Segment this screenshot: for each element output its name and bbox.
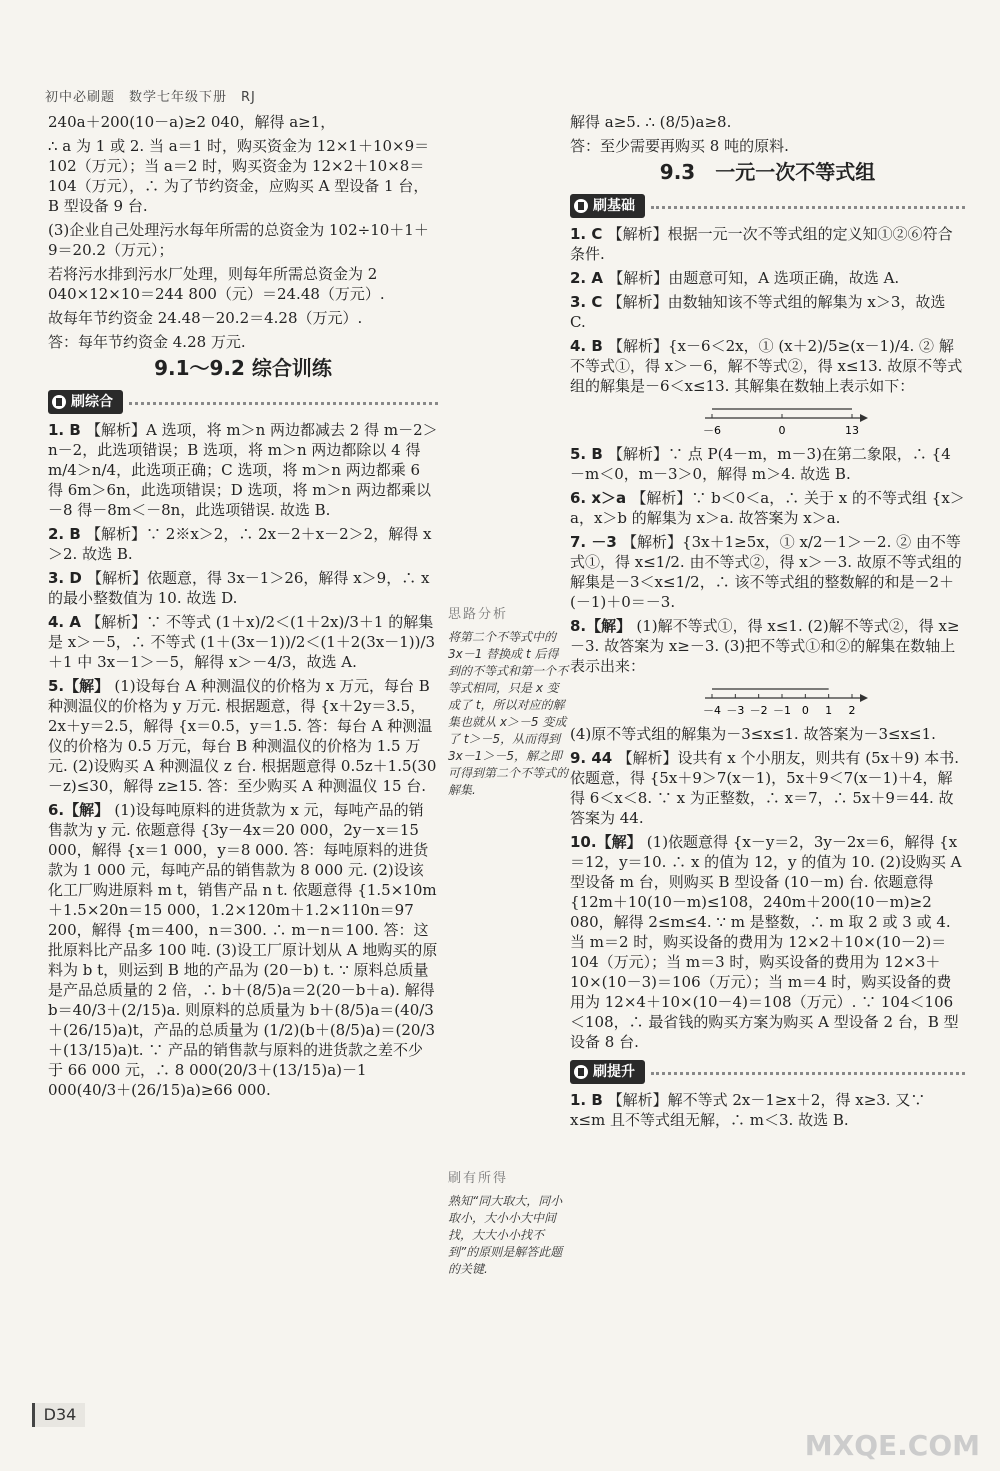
dotted-divider [651,1072,965,1075]
question-text: 【解析】∵ 2※x＞2，∴ 2x－2＋x－2＞2，解得 x＞2. 故选 B. [48,525,432,563]
tick-label: －6 [703,424,721,437]
question-number: 7. －3 [570,533,623,551]
question-number: 1. C [570,225,608,243]
question-item [570,336,965,396]
question-text: (1)设每台 A 种测温仪的价格为 x 万元，每台 B 种测温仪的价格为 y 万元. 根据题意，得 {x＋2y＝3.5，2x＋y＝2.5，解得 {x＝0.5，y＝1.5. 答：每台 A 种测温仪的价格为 0.5 万元，每台 B 种测温仪的价格为 1.5 万元. (2)设购买 A 种测温仪 z 台. 根据题意得 0.5z＋1.5(30－z)≤30，解得 z≥15. 答：至少购买 A 种测温仪 15 台. [48,677,437,795]
question-item [570,724,965,744]
question-number: 6.【解】 [48,801,115,819]
left-column [48,112,438,1104]
pencil-icon [574,199,588,213]
question-text: (1)设每吨原料的进货款为 x 元，每吨产品的销售款为 y 元. 依题意得 {3y－4x＝20 000，2y－x＝15 000，解得 {x＝1 000，y＝8 000. 答：每吨原料的进货款为 1 000 元，每吨产品的销售款为 8 000 元. (2)设该化工厂购进原料 m t，销售产品 n t. 依题意得 {1.5×10m＋1.5×20n＝15 000，1.2×120m＋1.2×110n＝97 200，解得 {m＝400，n＝300. ∴ m－n＝100. 答：这批原料比产品多 100 吨. (3)设工厂原计划从 A 地购买的原料为 b t，则运到 B 地的产品为 (20－b) t. ∵ 原料总质量是产品总质量的 2 倍，∴ b＋(8/5)a＝2(20－b＋a). 解得 b＝40/3＋(2/15)a. 则原料的总质量为 b＋(8/5)a＝(40/3＋(26/15)a)t，产品的总质量为 (1/2)(b＋(8/5)a)＝(20/3＋(13/15)a)t. ∵ 产品的销售款与原料的进货款之差不少于 66 000 元，∴ 8 000(20/3＋(13/15)a)－1 000(40/3＋(26/15)a)≥66 000. [48,801,438,1099]
tick-label: －1 [773,704,791,717]
section-title-9-3: 9.3 一元一次不等式组 [659,160,876,184]
dotted-divider [651,206,965,209]
question-number: 3. C [570,293,608,311]
running-header: 初中必刷题 数学七年级下册 RJ [45,90,256,105]
badge-label: 刷基础 [593,198,635,214]
badge-comprehensive [48,390,123,414]
right-top-text [570,112,965,156]
tick-label: 0 [801,704,809,717]
question-item [570,532,965,612]
text-line: 若将污水排到污水厂处理，则每年所需总资金为 2 040×12×10＝244 800（元）＝24.48（万元）. [48,265,385,303]
question-item [570,292,965,332]
text-line: 答：至少需要再购买 8 吨的原料. [570,137,789,155]
question-number: 6. x＞a [570,489,632,507]
axis-arrow-icon [860,414,868,422]
note-title-analysis: 思路分析 [448,607,509,622]
note-title-takeaway: 刷有所得 [448,1171,509,1186]
question-number: 4. B [570,337,609,355]
right-items [570,224,965,1052]
dotted-divider [129,402,438,405]
badge-label: 刷综合 [71,394,113,410]
numberline-q8 [700,680,870,720]
question-text: 【解析】∵ 点 P(4－m，m－3)在第二象限，∴ {4－m＜0，m－3＞0，解得 m＞4. 故选 B. [570,445,951,483]
question-text: 【解析】由数轴知该不等式组的解集为 x＞3，故选 C. [570,293,946,331]
left-items [48,420,438,1100]
note-analysis: 将第二个不等式中的 3x－1 替换成 t 后得到的不等式和第一个不等式相同，只是 x 变成了 t，所以对应的解集也就从 x＞－5 变成了 t＞－5，从而得到 3x－1＞－5，解之即可得到第二个不等式的解集. [448,630,569,797]
question-text: 【解析】∵ 不等式 (1＋x)/2＜(1＋2x)/3＋1 的解集是 x＞－5，∴ 不等式 (1＋(3x－1))/2＜(1＋2(3x－1))/3＋1 中 3x－1＞－5，解得 x＞－4/3，故选 A. [48,613,436,671]
question-text: 【解析】由题意可知，A 选项正确，故选 A. [608,269,900,287]
question-text: 【解析】∵ b＜0＜a，∴ 关于 x 的不等式组 {x＞a，x＞b 的解集为 x＞a. 故答案为 x＞a. [570,489,965,527]
question-item [48,524,438,564]
question-text: 【解析】依题意，得 3x－1＞26，解得 x＞9，∴ x 的最小整数值为 10. 故选 D. [48,569,430,607]
badge-row-comprehensive [48,386,438,420]
question-text: 【解析】根据一元一次不等式组的定义知①②⑥符合条件. [570,225,953,263]
page-number: D34 [32,1403,85,1427]
question-number: 2. A [570,269,609,287]
question-item [570,268,965,288]
question-item [570,224,965,264]
text-line: (3)企业自己处理污水每年所需的总资金为 102÷10＋1＋9＝20.2（万元）； [48,221,429,259]
question-item [570,748,965,828]
badge-label: 刷提升 [593,1064,635,1080]
question-number: 3. D [48,569,88,587]
question-number: 9. 44 [570,749,618,767]
numberline-q4 [700,400,870,440]
question-item [570,616,965,676]
item-advanced-1: 1. B 【解析】解不等式 2x－1≥x＋2，得 x≥3. 又∵ x≤m 且不等式组无解，∴ m＜3. 故选 B. [570,1091,926,1129]
question-item [48,420,438,520]
question-item [48,800,438,1100]
question-item [48,612,438,672]
tick-label: －2 [749,704,768,717]
question-item [570,832,965,1052]
badge-basic [570,194,645,218]
question-number: 5.【解】 [48,677,115,695]
pencil-icon [574,1065,588,1079]
question-text: (4)原不等式组的解集为－3≤x≤1. 故答案为－3≤x≤1. [570,725,936,743]
question-text: (1)解不等式①，得 x≤1. (2)解不等式②，得 x≥－3. 故答案为 x≥－3. (3)把不等式①和②的解集在数轴上表示出来： [570,617,960,675]
question-item [48,568,438,608]
question-number: 5. B [570,445,609,463]
question-number: 10.【解】 [570,833,647,851]
question-item [570,488,965,528]
note-takeaway: 熟知“同大取大，同小取小，大小小大中间找，大大小小找不到”的原则是解答此题的关键. [448,1194,563,1276]
question-text: 【解析】设共有 x 个小朋友，则共有 (5x＋9) 本书. 依题意，得 {5x＋9＞7(x－1)，5x＋9＜7(x－1)＋4，解得 6＜x＜8. ∵ x 为正整数，∴ x＝7，∴ 5x＋9＝44. 故答案为 44. [570,749,960,827]
axis-arrow-icon [860,694,868,702]
text-line: 答：每年节约资金 4.28 万元. [48,333,246,351]
badge-advanced [570,1060,645,1084]
side-notes [448,605,568,1278]
question-text: (1)依题意得 {x－y＝2，3y－2x＝6，解得 {x＝12，y＝10. ∴ x 的值为 12，y 的值为 10. (2)设购买 A 型设备 m 台，则购买 B 型设备 (10－m) 台. 依题意得 {12m＋10(10－m)≤108，240m＋200(10－m)≥2 080，解得 2≤m≤4. ∵ m 是整数，∴ m 取 2 或 3 或 4. 当 m＝2 时，购买设备的费用为 12×2＋10×(10－2)＝104（万元）；当 m＝3 时，购买设备的费用为 12×3＋10×(10－3)＝106（万元）；当 m＝4 时，购买设备的费用为 12×4＋10×(10－4)＝108（万元）. ∵ 104＜106＜108，∴ 最省钱的购买方案为购买 A 型设备 2 台，B 型设备 8 台. [570,833,962,1051]
badge-row-advanced [570,1056,965,1090]
text-line: 240a＋200(10－a)≥2 040，解得 a≥1， [48,113,336,131]
tick-label: 0 [778,424,786,437]
tick-label: －4 [703,704,721,717]
section-title-9-1: 9.1～9.2 综合训练 [154,356,332,380]
tick-label: 2 [848,704,856,717]
question-item [48,676,438,796]
text-line: 解得 a≥5. ∴ (8/5)a≥8. [570,113,732,131]
question-number: 2. B [48,525,87,543]
left-top-text [48,112,438,352]
question-number: 8.【解】 [570,617,637,635]
right-column [570,112,965,1134]
question-text: 【解析】A 选项，将 m＞n 两边都减去 2 得 m－2＞n－2，此选项错误；B 选项，将 m＞n 两边都除以 4 得 m/4＞n/4，此选项正确；C 选项，将 m＞n 两边都乘 6 得 6m＞6n，此选项错误；D 选项，将 m＞n 两边都乘以－8 得－8m＜－8n，此选项错误. 故选 B. [48,421,438,519]
question-number: 1. B [48,421,87,439]
question-text: 【解析】{x－6＜2x，① (x＋2)/5≥(x－1)/4. ② 解不等式①，得 x＞－6，解不等式②，得 x≤13. 故原不等式组的解集是－6＜x≤13. 其解集在数轴上表示如下： [570,337,963,395]
watermark: MXQE.COM [804,1429,980,1462]
badge-row-basic [570,190,965,224]
question-item [570,444,965,484]
question-number: 4. A [48,613,87,631]
text-line: 故每年节约资金 24.48－20.2＝4.28（万元）. [48,309,363,327]
text-line: ∴ a 为 1 或 2. 当 a＝1 时，购买资金为 12×1＋10×9＝102（万元）；当 a＝2 时，购买资金为 12×2＋10×8＝104（万元），∴ 为了节约资金，应购买 A 型设备 1 台，B 型设备 9 台. [48,137,430,215]
tick-label: －3 [726,704,745,717]
tick-label: 1 [825,704,833,717]
tick-label: 13 [845,424,859,437]
pencil-icon [52,395,66,409]
question-text: 【解析】{3x＋1≥5x，① x/2－1＞－2. ② 由不等式①，得 x≤1/2. 由不等式②，得 x＞－3. 故原不等式组的解集是－3＜x≤1/2，∴ 该不等式组的整数解的和是－2＋(－1)＋0＝－3. [570,533,962,611]
